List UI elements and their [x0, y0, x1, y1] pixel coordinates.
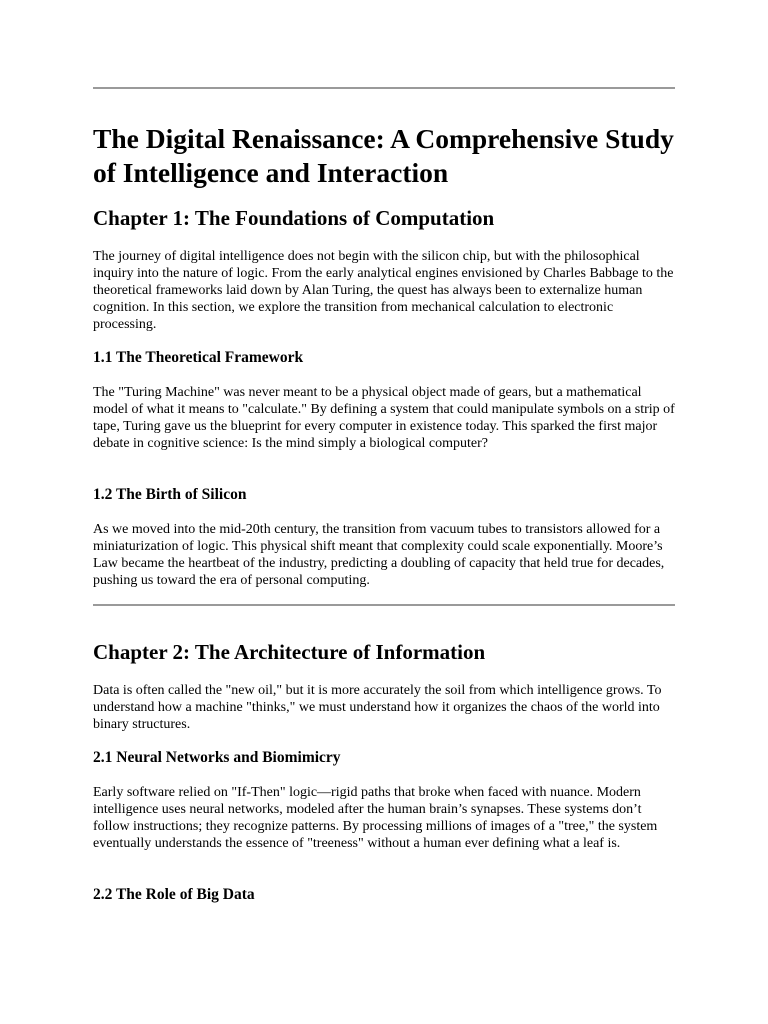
section-2-2-heading: 2.2 The Role of Big Data [93, 886, 255, 903]
section-2-1-heading: 2.1 Neural Networks and Biomimicry [93, 749, 341, 766]
section-2-1-body: Early software relied on "If-Then" logic—rigid paths that broke when faced with nuance. Modern intelligence uses neural networks, modeled after the human brain’s synapses. These systems don’t follow instructions; they recognize patterns. By processing millions of images of a "tree," the system eventually understands the essence of "treeness" without a human ever defining what a leaf is. [93, 785, 658, 851]
top-divider [93, 87, 675, 89]
section-1-2-heading: 1.2 The Birth of Silicon [93, 486, 247, 503]
chapter-1-intro: The journey of digital intelligence does not begin with the silicon chip, but with the philosophical inquiry into the nature of logic. From the early analytical engines envisioned by Charles Babbage to the theoretical frameworks laid down by Alan Turing, the quest has always been to externalize human cognition. In this section, we explore the transition from mechanical calculation to electronic processing. [93, 249, 674, 332]
chapter-1-heading: Chapter 1: The Foundations of Computation [93, 206, 495, 230]
section-1-1-body: The "Turing Machine" was never meant to be a physical object made of gears, but a mathematical model of what it means to "calculate." By defining a system that could manipulate symbols on a strip of tape, Turing gave us the blueprint for every computer in existence today. This sparked the first major debate in cognitive science: Is the mind simply a biological computer? [93, 385, 675, 451]
chapter-2-heading: Chapter 2: The Architecture of Information [93, 640, 486, 664]
document-title: The Digital Renaissance: A Comprehensive Study of Intelligence and Interaction [93, 123, 674, 188]
section-1-1-heading: 1.1 The Theoretical Framework [93, 349, 304, 366]
chapter-divider [93, 604, 675, 606]
section-1-2-body: As we moved into the mid-20th century, the transition from vacuum tubes to transistors allowed for a miniaturization of logic. This physical shift meant that complexity could scale exponentially. Moore’s Law became the heartbeat of the industry, predicting a doubling of capacity that held true for decades, pushing us toward the era of personal computing. [93, 522, 665, 588]
chapter-2-intro: Data is often called the "new oil," but it is more accurately the soil from which intelligence grows. To understand how a machine "thinks," we must understand how it organizes the chaos of the world into binary structures. [93, 683, 662, 732]
